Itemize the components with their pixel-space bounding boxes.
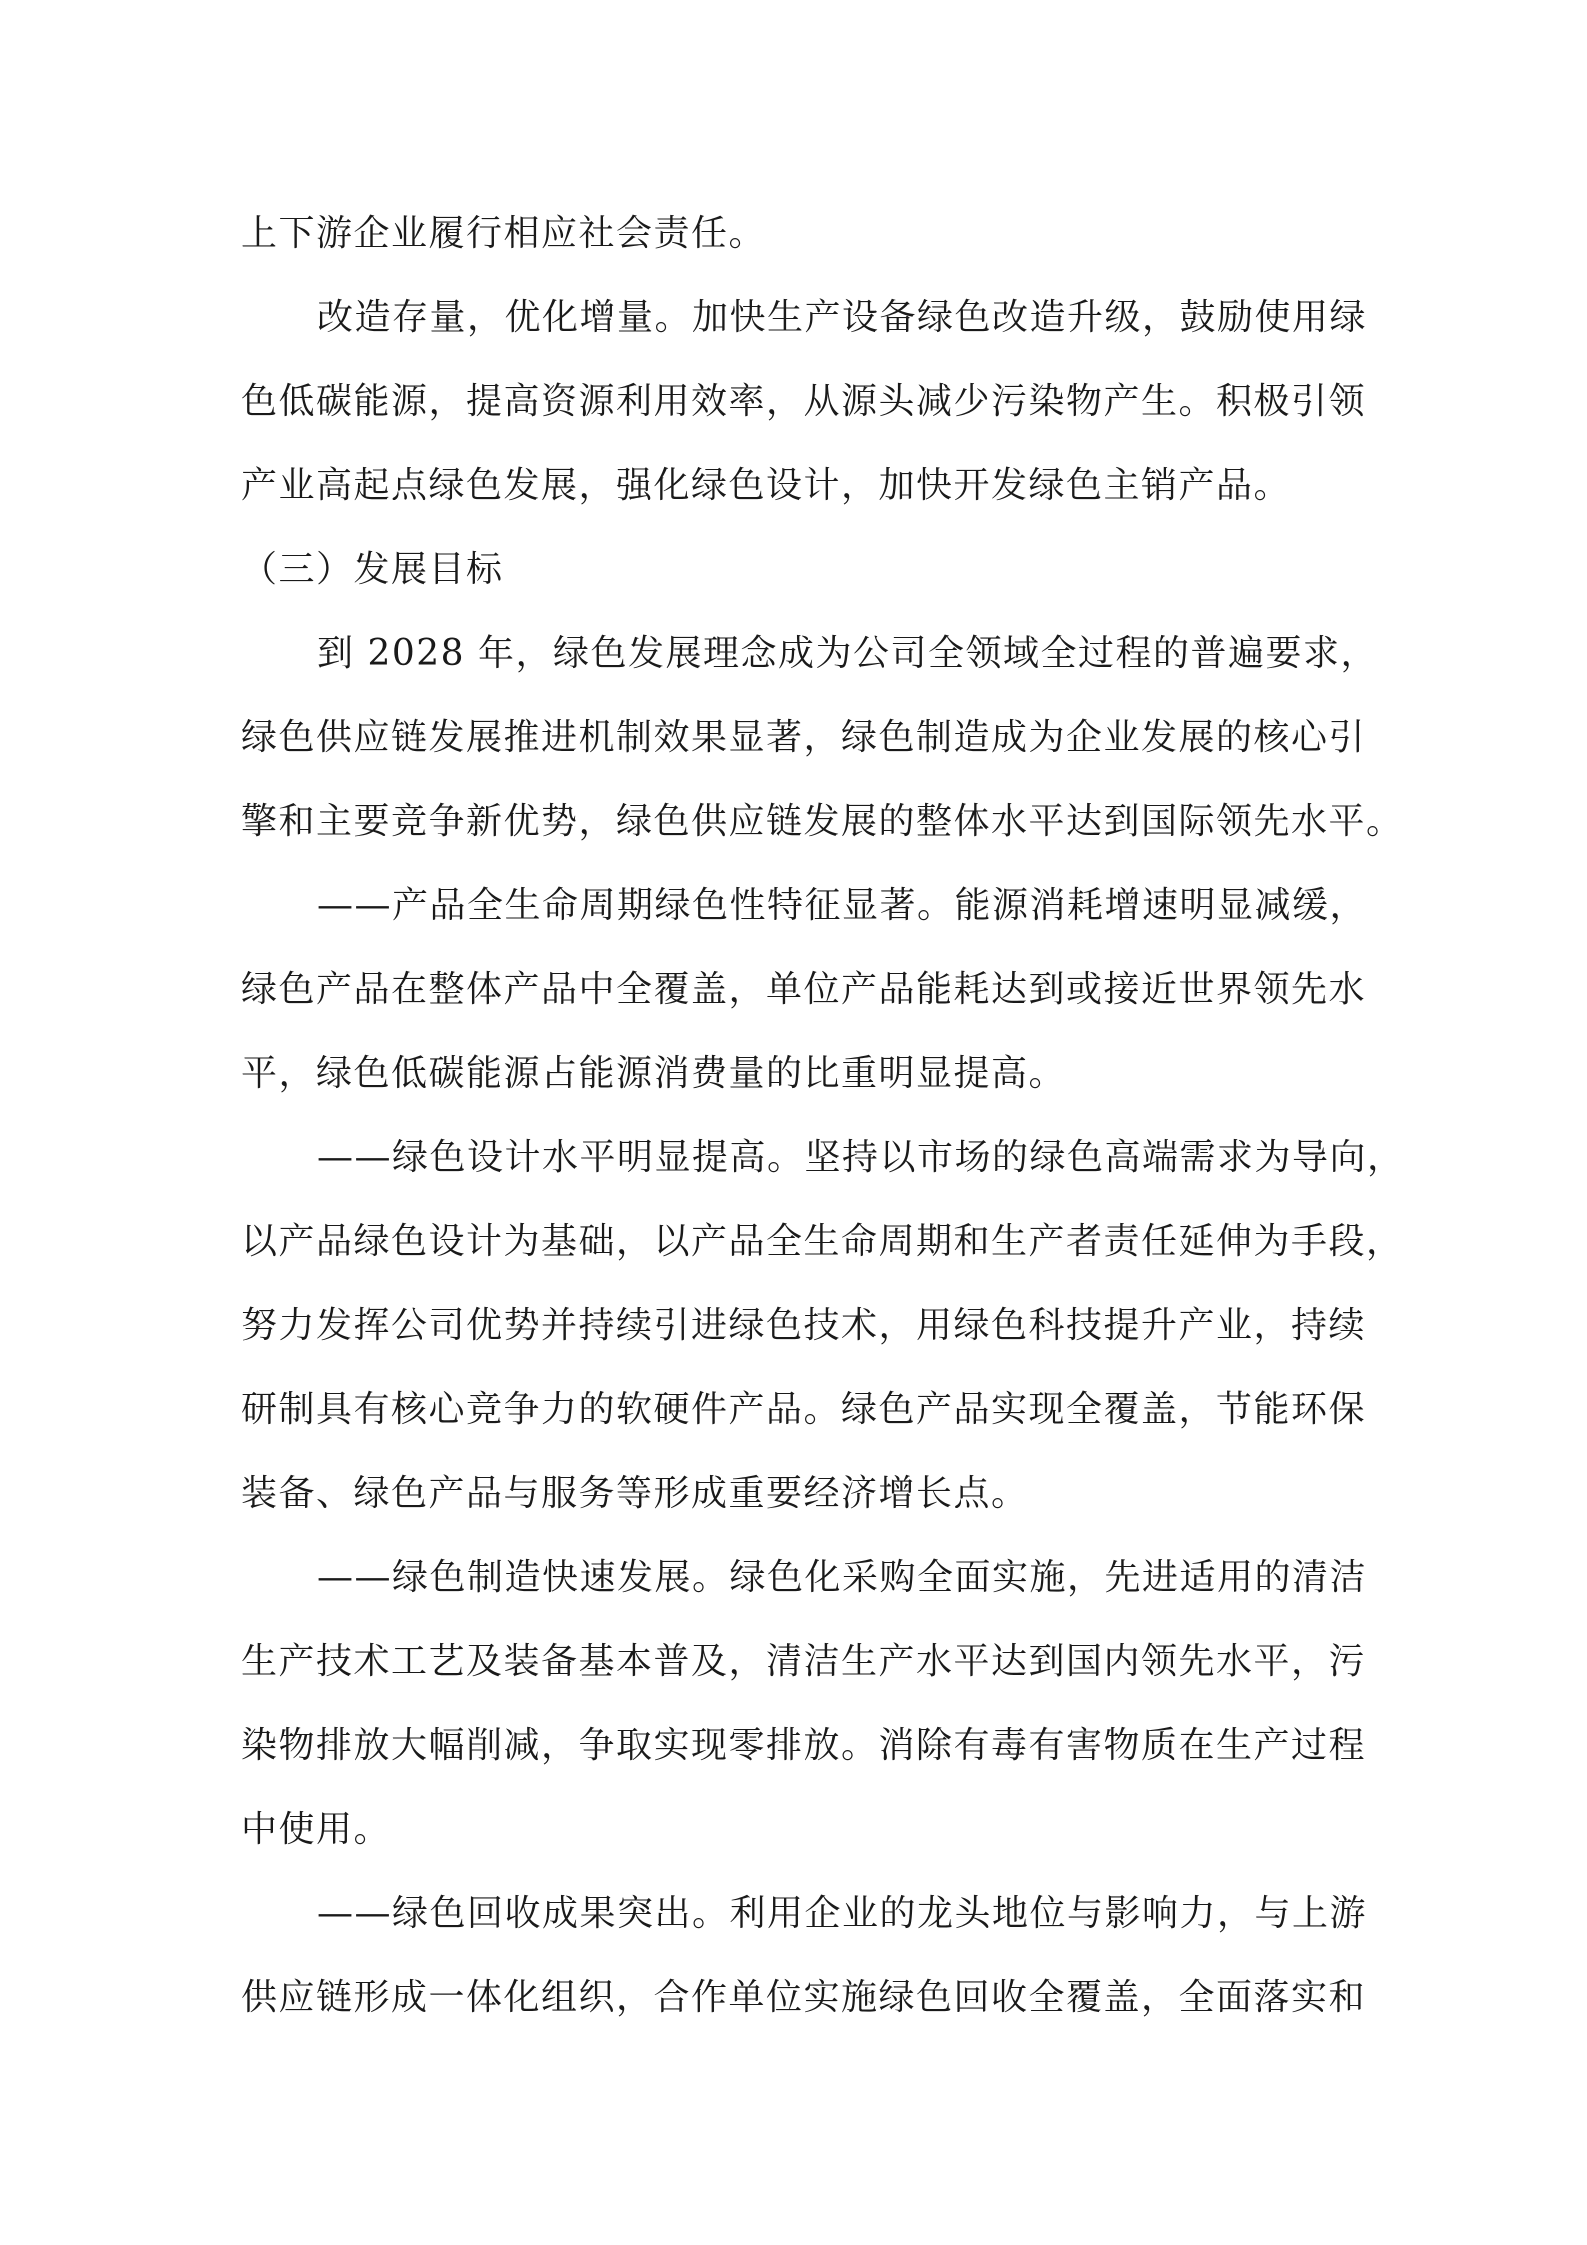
text-line-7: 绿色供应链发展推进机制效果显著，绿色制造成为企业发展的核心引	[241, 717, 1367, 758]
text-line-15: 研制具有核心竞争力的软硬件产品。绿色产品实现全覆盖，节能环保	[241, 1389, 1367, 1430]
text-line-19: 染物排放大幅削减，争取实现零排放。消除有毒有害物质在生产过程	[241, 1725, 1367, 1766]
text-line-11: 平，绿色低碳能源占能源消费量的比重明显提高。	[241, 1053, 1067, 1094]
section-heading: （三）发展目标	[241, 549, 504, 590]
text-line-21: ——绿色回收成果突出。利用企业的龙头地位与影响力，与上游	[317, 1893, 1368, 1934]
text-line-20: 中使用。	[241, 1809, 392, 1850]
text-line-13: 以产品绿色设计为基础，以产品全生命周期和生产者责任延伸为手段，	[241, 1221, 1404, 1262]
text-line-9: ——产品全生命周期绿色性特征显著。能源消耗增速明显减缓，	[317, 885, 1368, 926]
text-line-17: ——绿色制造快速发展。绿色化采购全面实施，先进适用的清洁	[317, 1557, 1368, 1598]
text-line-14: 努力发挥公司优势并持续引进绿色技术，用绿色科技提升产业，持续	[241, 1305, 1367, 1346]
text-line-16: 装备、绿色产品与服务等形成重要经济增长点。	[241, 1473, 1029, 1514]
text-line-3: 色低碳能源，提高资源利用效率，从源头减少污染物产生。积极引领	[241, 381, 1367, 422]
text-line-2: 改造存量，优化增量。加快生产设备绿色改造升级，鼓励使用绿	[317, 297, 1368, 338]
text-line-22: 供应链形成一体化组织，合作单位实施绿色回收全覆盖，全面落实和	[241, 1977, 1367, 2018]
text-line-10: 绿色产品在整体产品中全覆盖，单位产品能耗达到或接近世界领先水	[241, 969, 1367, 1010]
text-line-4: 产业高起点绿色发展，强化绿色设计，加快开发绿色主销产品。	[241, 465, 1292, 506]
text-line-12: ——绿色设计水平明显提高。坚持以市场的绿色高端需求为导向，	[317, 1137, 1405, 1178]
text-line-1: 上下游企业履行相应社会责任。	[241, 213, 767, 254]
text-line-18: 生产技术工艺及装备基本普及，清洁生产水平达到国内领先水平，污	[241, 1641, 1367, 1682]
text-line-6: 到 2028 年，绿色发展理念成为公司全领域全过程的普遍要求，	[317, 633, 1379, 674]
text-line-8: 擎和主要竞争新优势，绿色供应链发展的整体水平达到国际领先水平。	[241, 801, 1404, 842]
